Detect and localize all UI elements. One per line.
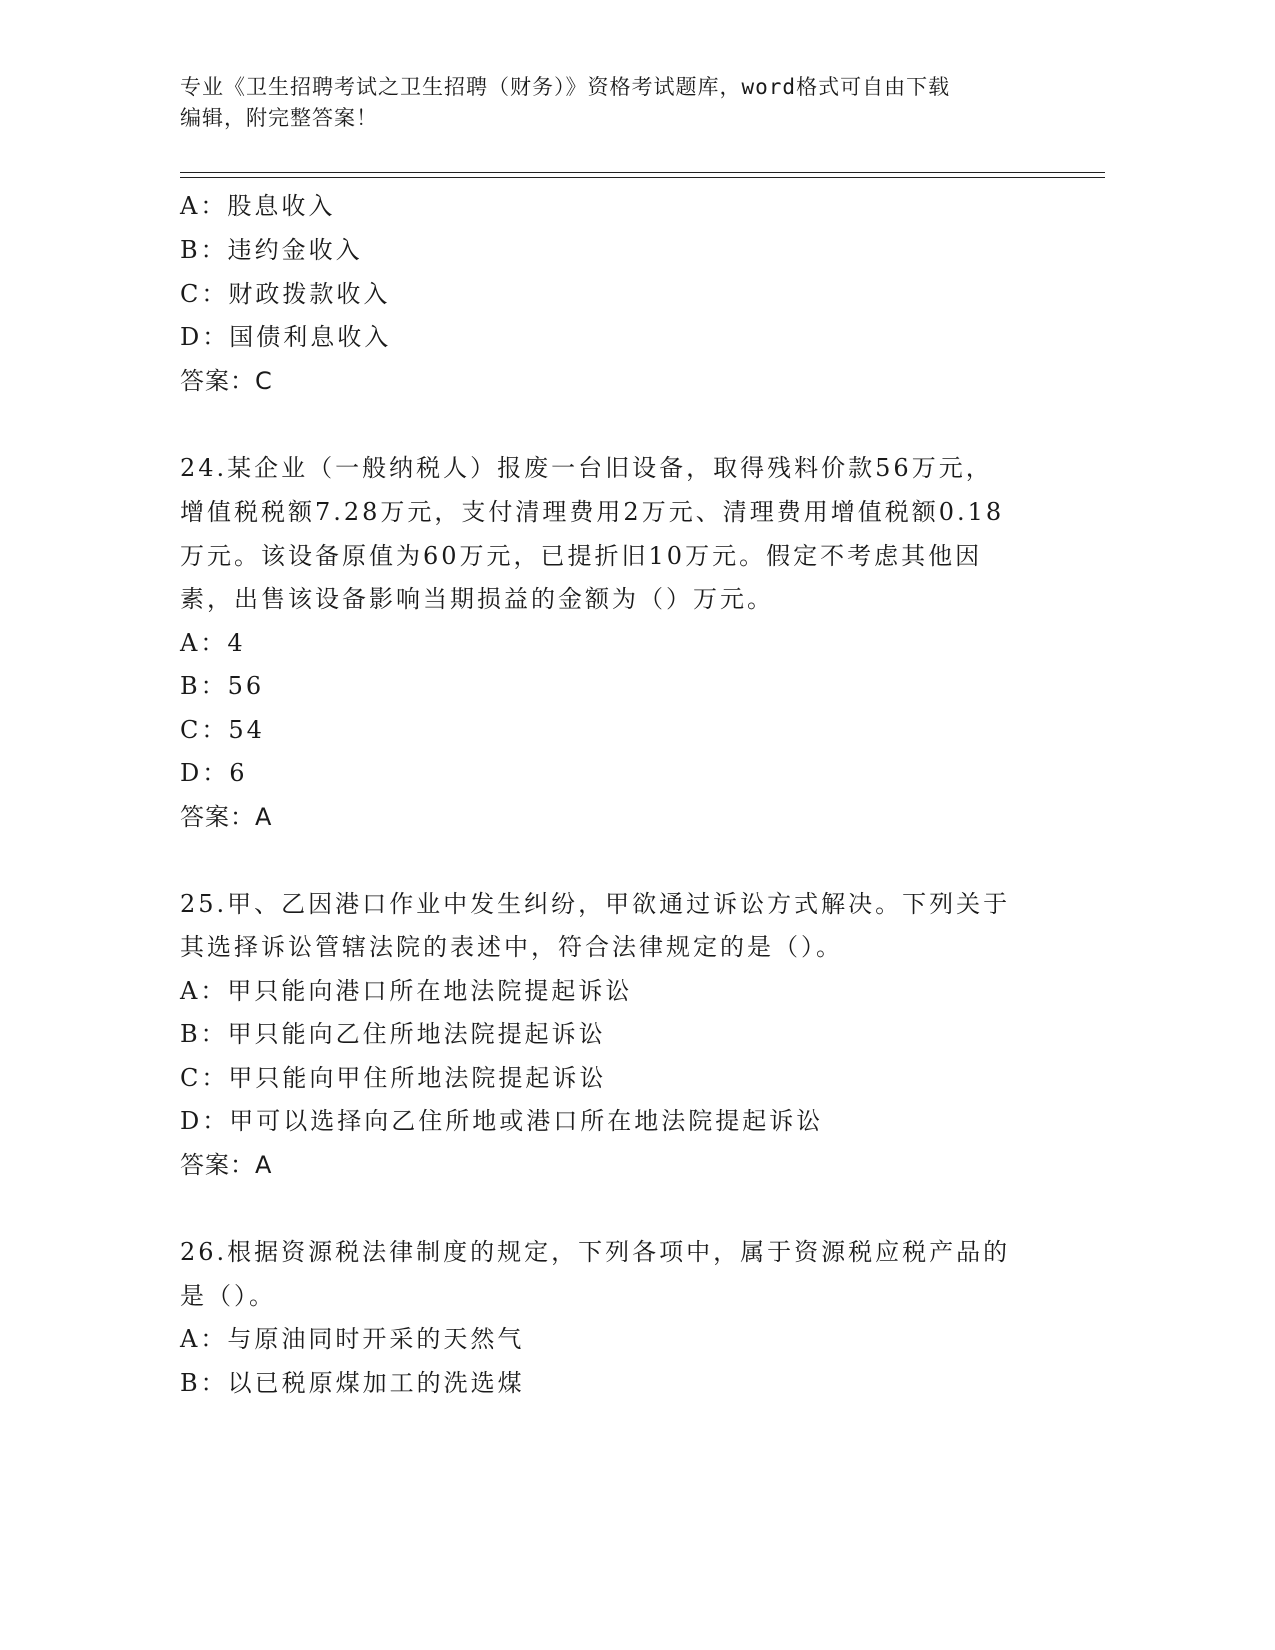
q23-option-c: C：财政拨款收入	[180, 280, 391, 308]
q24-option-c: C：54	[180, 716, 265, 744]
q24-option-d: D：6	[180, 759, 248, 787]
q26-stem-line-2: 是（）。	[180, 1282, 276, 1310]
q24-stem-line-4: 素，出售该设备影响当期损益的金额为（）万元。	[180, 585, 774, 613]
header-divider-top	[180, 172, 1105, 173]
q23-answer: 答案：C	[180, 367, 273, 395]
document-header	[180, 72, 1040, 134]
q25-stem-line-2: 其选择诉讼管辖法院的表述中，符合法律规定的是（）。	[180, 933, 843, 961]
q26-option-a: A：与原油同时开采的天然气	[180, 1325, 525, 1353]
q24-option-b: B：56	[180, 672, 265, 700]
q24-answer: 答案：A	[180, 803, 273, 831]
q25-option-d: D：甲可以选择向乙住所地或港口所在地法院提起诉讼	[180, 1107, 824, 1135]
q25-option-a: A：甲只能向港口所在地法院提起诉讼	[180, 977, 633, 1005]
q24-stem-line-2: 增值税税额7.28万元，支付清理费用2万元、清理费用增值税额0.18	[180, 498, 1005, 526]
q24-stem-line-1: 24.某企业（一般纳税人）报废一台旧设备，取得残料价款56万元，	[180, 454, 993, 482]
q25-option-b: B：甲只能向乙住所地法院提起诉讼	[180, 1020, 606, 1048]
q26-option-b: B：以已税原煤加工的洗选煤	[180, 1369, 525, 1397]
header-line-2: 编辑，附完整答案！	[180, 106, 378, 130]
header-line-1: 专业《卫生招聘考试之卫生招聘（财务）》资格考试题库，word格式可自由下载	[180, 75, 951, 99]
header-divider-bottom	[180, 177, 1105, 178]
q23-option-b: B：违约金收入	[180, 236, 363, 264]
q24-option-a: A：4	[180, 629, 246, 657]
q25-option-c: C：甲只能向甲住所地法院提起诉讼	[180, 1064, 607, 1092]
q26-stem-line-1: 26.根据资源税法律制度的规定，下列各项中，属于资源税应税产品的	[180, 1238, 1011, 1266]
q23-option-d: D：国债利息收入	[180, 323, 392, 351]
q23-option-a: A：股息收入	[180, 192, 336, 220]
q25-stem-line-1: 25.甲、乙因港口作业中发生纠纷，甲欲通过诉讼方式解决。下列关于	[180, 890, 1011, 918]
q25-answer: 答案：A	[180, 1151, 273, 1179]
q24-stem-line-3: 万元。该设备原值为60万元，已提折旧10万元。假定不考虑其他因	[180, 542, 983, 570]
